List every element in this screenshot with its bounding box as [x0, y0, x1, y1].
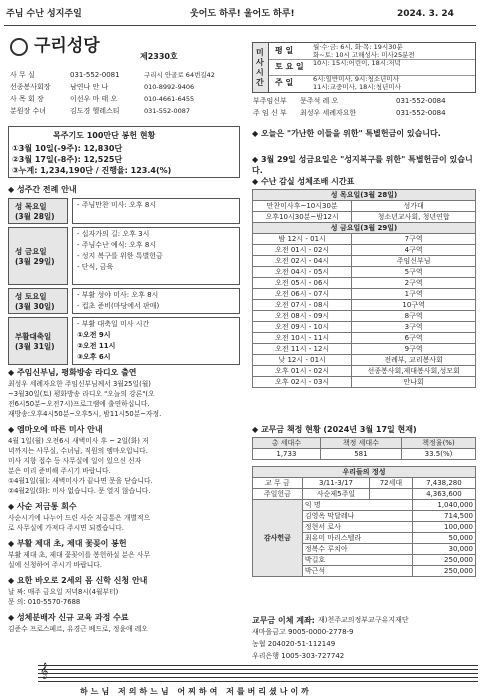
table-row: [253, 366, 476, 377]
table-row: [253, 478, 476, 489]
thanks-amount: 50,000: [412, 533, 475, 544]
contact-label: 사 무 실: [10, 71, 35, 79]
schedule-day-label: (3월 31일): [15, 342, 55, 351]
note-body: 실에 신청하여 주시기 바랍니다.: [8, 561, 102, 569]
contact-label: 선종봉사회장: [10, 83, 51, 91]
mass-day: 토 요 일: [275, 62, 304, 71]
note-body: 녁까지는 사무실, 수녀님, 직원의 엠마오입니다.: [8, 447, 148, 455]
account-line: 재)천주교의정부교구유지재단: [318, 616, 409, 624]
table-cell: 오전 06시 - 07시: [253, 289, 352, 300]
table-cell: 주일헌금: [253, 489, 303, 500]
table-cell: 우리들의 정성: [253, 467, 476, 478]
note-title: ◆ 성체분배자 신규 교육 과정 수료: [8, 613, 129, 622]
table-cell: 성 목요일(3월 28일): [253, 190, 476, 201]
table-cell: 7구역: [352, 234, 476, 245]
mass-time: 월·수·금: 6시, 화·목: 19시30분: [313, 43, 403, 51]
table-cell: 사순제5주일: [302, 489, 369, 500]
contact-name: 이선우 마 태 오: [70, 95, 118, 103]
table-cell: 3구역: [352, 322, 476, 333]
table-cell: 72세대: [370, 478, 413, 489]
contact-label: 분원장 수녀: [10, 107, 47, 115]
schedule-day-label: (3월 30일): [15, 302, 55, 311]
table-cell: 안나회: [352, 377, 476, 388]
note-body: ①4월1일(월): 새벽미사가 끝나면 문을 닫습니다.: [8, 477, 153, 485]
contact-value: 010-4661-6455: [144, 95, 195, 103]
table-row: [253, 322, 476, 333]
table-row: [253, 333, 476, 344]
thanks-row: [253, 500, 476, 511]
table-cell: 오전 10시 - 11시: [253, 333, 352, 344]
mass-side-label: 미사시간: [256, 48, 264, 87]
mass-time: 10시: 15시:어린이, 18시:저녁: [313, 59, 401, 67]
schedule-day: [8, 227, 68, 285]
header-left: 주님 수난 성지주일: [6, 9, 82, 19]
pastor-phone: 031-552-0084: [396, 97, 446, 105]
table-cell: 성가대: [352, 201, 476, 212]
rosary-line: ①3월 10일(-9주): 12,830단: [12, 144, 123, 153]
note-title: ◆ 엠마오에 따른 미사 안내: [8, 425, 103, 434]
table-cell: 오전 08시 - 09시: [253, 311, 352, 322]
thanks-donor: 박근석: [302, 566, 412, 577]
treble-clef-icon: 𝄞: [40, 663, 49, 679]
schedule-day: [8, 198, 68, 224]
table-row: [253, 223, 476, 234]
table-row: [253, 289, 476, 300]
thanks-amount: 1,040,000: [412, 500, 475, 511]
schedule-day-label: (3월 28일): [15, 212, 55, 221]
contact-value: 구리시 안골로 64번길42: [144, 71, 215, 79]
table-cell: 만찬미사후~10시30분: [253, 201, 352, 212]
table-cell: 7,438,280: [412, 478, 475, 489]
note-body: 분은 미리 준비해 주시기 바랍니다.: [8, 467, 111, 475]
account-line: 우리은행 1005-303-727742: [252, 652, 345, 660]
schedule-day: [8, 317, 68, 365]
table-row: [253, 278, 476, 289]
schedule-items: [72, 288, 240, 314]
table-cell: 오전 04시 - 05시: [253, 267, 352, 278]
table-cell: 5구역: [352, 267, 476, 278]
contact-value: 010-8992-9406: [144, 83, 195, 91]
schedule-title: ◆ 성주간 전례 안내: [8, 185, 77, 194]
note-title: ◆ 요한 바오로 2세의 몸 신학 신청 안내: [8, 576, 148, 585]
table-cell: 선종봉사회,제대봉사회,성모회: [352, 366, 476, 377]
note-title: ◆ 부활 제대 초, 제대 꽃꽂이 봉헌: [8, 539, 127, 548]
mass-times: [252, 42, 476, 93]
schedule-item: - 성지 복구를 위한 특별헌금: [77, 252, 163, 260]
table-cell: 오전 07시 - 08시: [253, 300, 352, 311]
issue-number: 제2330호: [140, 52, 178, 61]
table-row: [253, 311, 476, 322]
schedule-item: - 단식, 금육: [77, 263, 114, 271]
table-cell: 1,733: [253, 449, 321, 460]
thanks-amount: 100,000: [412, 522, 475, 533]
table-cell: 총 세대수: [253, 438, 321, 449]
schedule-item: - 컵초 준비(마당에서 판매): [77, 302, 160, 310]
table-row: [253, 256, 476, 267]
note-body: 사순시기에 나누어 드린 사순 저금통은 개별적으: [8, 514, 151, 522]
table-cell: 청소년교사회, 청년연합: [352, 212, 476, 223]
table-row: [253, 267, 476, 278]
schedule-item: - 부활 대축일 미사 시간: [77, 320, 150, 328]
table-cell: 오전 05시 - 06시: [253, 278, 352, 289]
mass-time: 화~토: 10시 고해성사: 미사25분전: [313, 51, 415, 59]
schedule-day-label: 성 금요일: [15, 247, 47, 256]
note-body: ~3월30일(토) 평화방송 라디오 "오늘의 강론"(오: [8, 390, 155, 398]
church-logo: [10, 38, 28, 56]
table-cell: 581: [320, 449, 401, 460]
note-body: 재방송:오후4시50분~오후5시, 밤11시50분~자정.: [8, 410, 162, 418]
rosary-box: [8, 126, 240, 178]
rosary-title: 목주기도 100만단 봉헌 현황: [53, 131, 156, 140]
schedule-day-label: 성 목요일: [15, 202, 47, 211]
schedule-item: ③오후 6시: [77, 353, 111, 361]
pastor-role: 주 임 신 부: [253, 109, 287, 117]
table-cell: 8구역: [352, 311, 476, 322]
note-body: 날 짜: 매주 금요일 저녁8시(4월부터): [8, 588, 119, 596]
table-row: [253, 438, 476, 449]
census-table: [252, 437, 476, 460]
table-cell: 오후10시30분~밤12시: [253, 212, 352, 223]
table-cell: 33.5(%): [401, 449, 475, 460]
thanks-label: 감사헌금: [253, 500, 303, 577]
account-title: 교무금 이체 계좌:: [252, 616, 315, 625]
table-cell: 오전 11시 - 12시: [253, 344, 352, 355]
note-title: ◆ 사순 저금통 회수: [8, 502, 77, 511]
mass-time: 11시:교중미사, 18시:청년미사: [313, 83, 401, 91]
table-cell: 오후 02시 - 03시: [253, 377, 352, 388]
table-row: [253, 245, 476, 256]
schedule-item: - 주님수난 예식: 오후 8시: [77, 241, 157, 249]
church-name: 구리성당: [34, 36, 100, 56]
table-cell: 10구역: [352, 300, 476, 311]
note-body: 미사 지향 접수 등 사무실에 일이 있으신 신자: [8, 457, 142, 465]
table-row: [253, 234, 476, 245]
mass-day: 평 일: [275, 46, 294, 55]
note-title: ◆ 오늘은 "가난한 이들을 위한" 특별헌금이 있습니다.: [252, 129, 441, 138]
table-cell: 교 무 금: [253, 478, 303, 489]
table-cell: 주임신부님: [352, 256, 476, 267]
pastor-phone: 031-552-0084: [396, 109, 446, 117]
note-body: 부활 제대 초, 제대 꽃꽂이를 봉헌하실 분은 사무: [8, 551, 151, 559]
table-cell: 3/11-3/17: [302, 478, 369, 489]
table-cell: 전례부, 교리봉사회: [352, 355, 476, 366]
contact-name: 031-552-0081: [70, 71, 120, 79]
contact-name: 김도경 헬레스티: [70, 107, 120, 115]
table-cell: 1구역: [352, 289, 476, 300]
note-body: 4월 1일(월) 오전6시 새벽미사 후 ~ 2일(화) 저: [8, 437, 149, 445]
thanks-donor: 익 명: [302, 500, 412, 511]
thanks-amount: 250,000: [412, 566, 475, 577]
contact-value: 031-552-0087: [144, 107, 191, 115]
table-row: [253, 467, 476, 478]
schedule-items: [72, 198, 240, 224]
thanks-donor: 김영옥 막달레나: [302, 511, 412, 522]
header-center: 웃어도 하루! 울어도 하루!: [190, 9, 295, 19]
header-date: 2024. 3. 24: [397, 9, 454, 19]
schedule-item: - 부활 성야 미사: 오후 8시: [77, 291, 159, 299]
table-cell: 책정율(%): [401, 438, 475, 449]
schedule-items: [72, 227, 240, 285]
table-row: [253, 190, 476, 201]
note-body: 최성우 세례자요한 주임신부님께서 3월25일(월): [8, 380, 151, 388]
rosary-line: ②3월 17일(-8주): 12,525단: [12, 155, 123, 164]
table-row: [253, 212, 476, 223]
note-body: 문 의: 010-5570-7688: [8, 598, 81, 606]
thanks-donor: 정복수 루치아: [302, 544, 412, 555]
note-body: 김준수 프로스페르, 유경근 베드로, 정윤애 레오: [8, 625, 148, 633]
thanks-donor: 최유미 마리스텔라: [302, 533, 412, 544]
account-line: 새마을금고 9005-0000-2778-9: [252, 628, 354, 636]
account-line: 농협 204020-51-112149: [252, 640, 336, 648]
note-body: 전6시50분~오전7시)프로그램에 출연하십니다.: [8, 400, 150, 408]
header-bar: [4, 4, 476, 26]
note-body: ②4월2일(화): 미사 없습니다. 문 열지 않습니다.: [8, 487, 151, 495]
note-title: ◆ 주임신부님, 평화방송 라디오 출연: [8, 368, 137, 377]
schedule-day-label: 부활대축일: [15, 332, 52, 341]
table-cell: 6구역: [352, 333, 476, 344]
adoration-title: ◆ 수난 감실 성체조배 시간표: [252, 177, 355, 186]
thanks-amount: 30,000: [412, 544, 475, 555]
music-staff: [38, 665, 478, 685]
table-cell: 낮 12시 - 01시: [253, 355, 352, 366]
schedule-day-label: (3월 29일): [15, 257, 55, 266]
song-lyrics: 하느님 저의하느님 어찌하여 저를버리셨나이까: [80, 687, 312, 696]
contact-label: 사 목 회 장: [10, 95, 44, 103]
rosary-line: ③누계: 1,234,190단 / 진행율: 123.4(%): [12, 166, 172, 175]
schedule-item: ①오전 9시: [77, 331, 111, 339]
table-cell: 밤 12시 - 01시: [253, 234, 352, 245]
census-title: ◆ 교무금 책정 현황 (2024년 3월 17일 현재): [252, 425, 417, 434]
table-row: [253, 489, 476, 500]
pastor-name: 문주석 레 오: [300, 97, 339, 105]
table-row: [253, 201, 476, 212]
table-cell: 오전 09시 - 10시: [253, 322, 352, 333]
thanks-amount: 714,500: [412, 511, 475, 522]
thanks-donor: 박길호: [302, 555, 412, 566]
table-cell: 2구역: [352, 278, 476, 289]
table-cell: 오전 01시 - 02시: [253, 245, 352, 256]
table-cell: 오전 02시 - 04시: [253, 256, 352, 267]
mass-day: 주 일: [275, 78, 294, 87]
table-cell: [370, 489, 413, 500]
table-cell: 책정 세대수: [320, 438, 401, 449]
contact-name: 남연나 안 나: [70, 83, 109, 91]
schedule-day: [8, 288, 68, 314]
table-cell: 4,363,600: [412, 489, 475, 500]
offering-table: [252, 466, 476, 577]
table-cell: 성 금요일(3월 29일): [253, 223, 476, 234]
note-body: 로 사무실에 가져다 주시면 되겠습니다.: [8, 524, 124, 532]
schedule-items: [72, 317, 240, 365]
thanks-amount: 250,000: [412, 555, 475, 566]
mass-time: 6시:일반미사, 9시:청소년미사: [313, 75, 399, 83]
table-row: [253, 377, 476, 388]
adoration-table: [252, 189, 476, 388]
table-cell: 오후 01시 - 02시: [253, 366, 352, 377]
schedule-item: - 주님만찬 미사: 오후 8시: [77, 201, 157, 209]
table-cell: 4구역: [352, 245, 476, 256]
table-row: [253, 344, 476, 355]
schedule-item: - 십자가의 길: 오후 3시: [77, 230, 150, 238]
note-title: ◆ 3월 29일 성금요일은 "성지복구를 위한" 특별헌금이 있습니다.: [252, 155, 473, 175]
table-row: [253, 300, 476, 311]
table-cell: 9구역: [352, 344, 476, 355]
schedule-item: ②오전 11시: [77, 342, 116, 350]
thanks-donor: 정현서 로사: [302, 522, 412, 533]
pastor-role: 부주임신부: [253, 97, 287, 105]
table-row: [253, 355, 476, 366]
pastor-name: 최성우 세례자요한: [300, 109, 357, 117]
table-row: [253, 449, 476, 460]
schedule-day-label: 성 토요일: [15, 292, 47, 301]
